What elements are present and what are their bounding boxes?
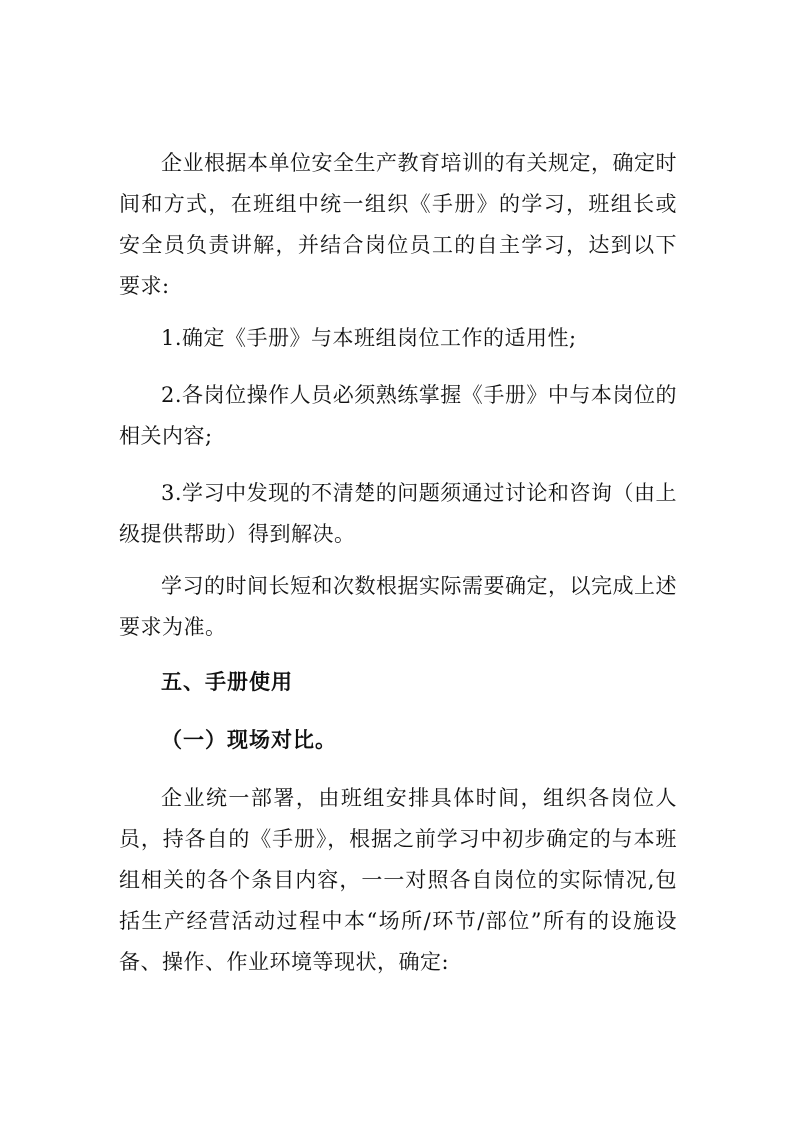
intro-paragraph: 企业根据本单位安全生产教育培训的有关规定，确定时间和方式，在班组中统一组织《手册》的学习，班组长或安全员负责讲解，并结合岗位员工的自主学习，达到以下要求: <box>119 151 677 298</box>
section-title: 五、手册使用 <box>161 670 293 694</box>
requirement-1-paragraph: 1.确定《手册》与本班组岗位工作的适用性; <box>161 326 577 350</box>
duration-paragraph: 学习的时间长短和次数根据实际需要确定，以完成上述要求为准。 <box>119 574 677 639</box>
requirement-3-paragraph: 3.学习中发现的不清楚的问题须通过讨论和咨询（由上级提供帮助）得到解决。 <box>119 481 677 546</box>
requirement-2-paragraph: 2.各岗位操作人员必须熟练掌握《手册》中与本岗位的相关内容; <box>119 383 677 448</box>
comparison-paragraph: 企业统一部署，由班组安排具体时间，组织各岗位人员，持各自的《手册》，根据之前学习中初步确定的与本班组相关的各个条目内容，一一对照各自岗位的实际情况,包括生产经营活动过程中本“场所/环节/部位”所有的设施设备、操作、作业环境等现状，确定: <box>119 786 677 974</box>
subsection-title: （一）现场对比。 <box>161 728 337 752</box>
